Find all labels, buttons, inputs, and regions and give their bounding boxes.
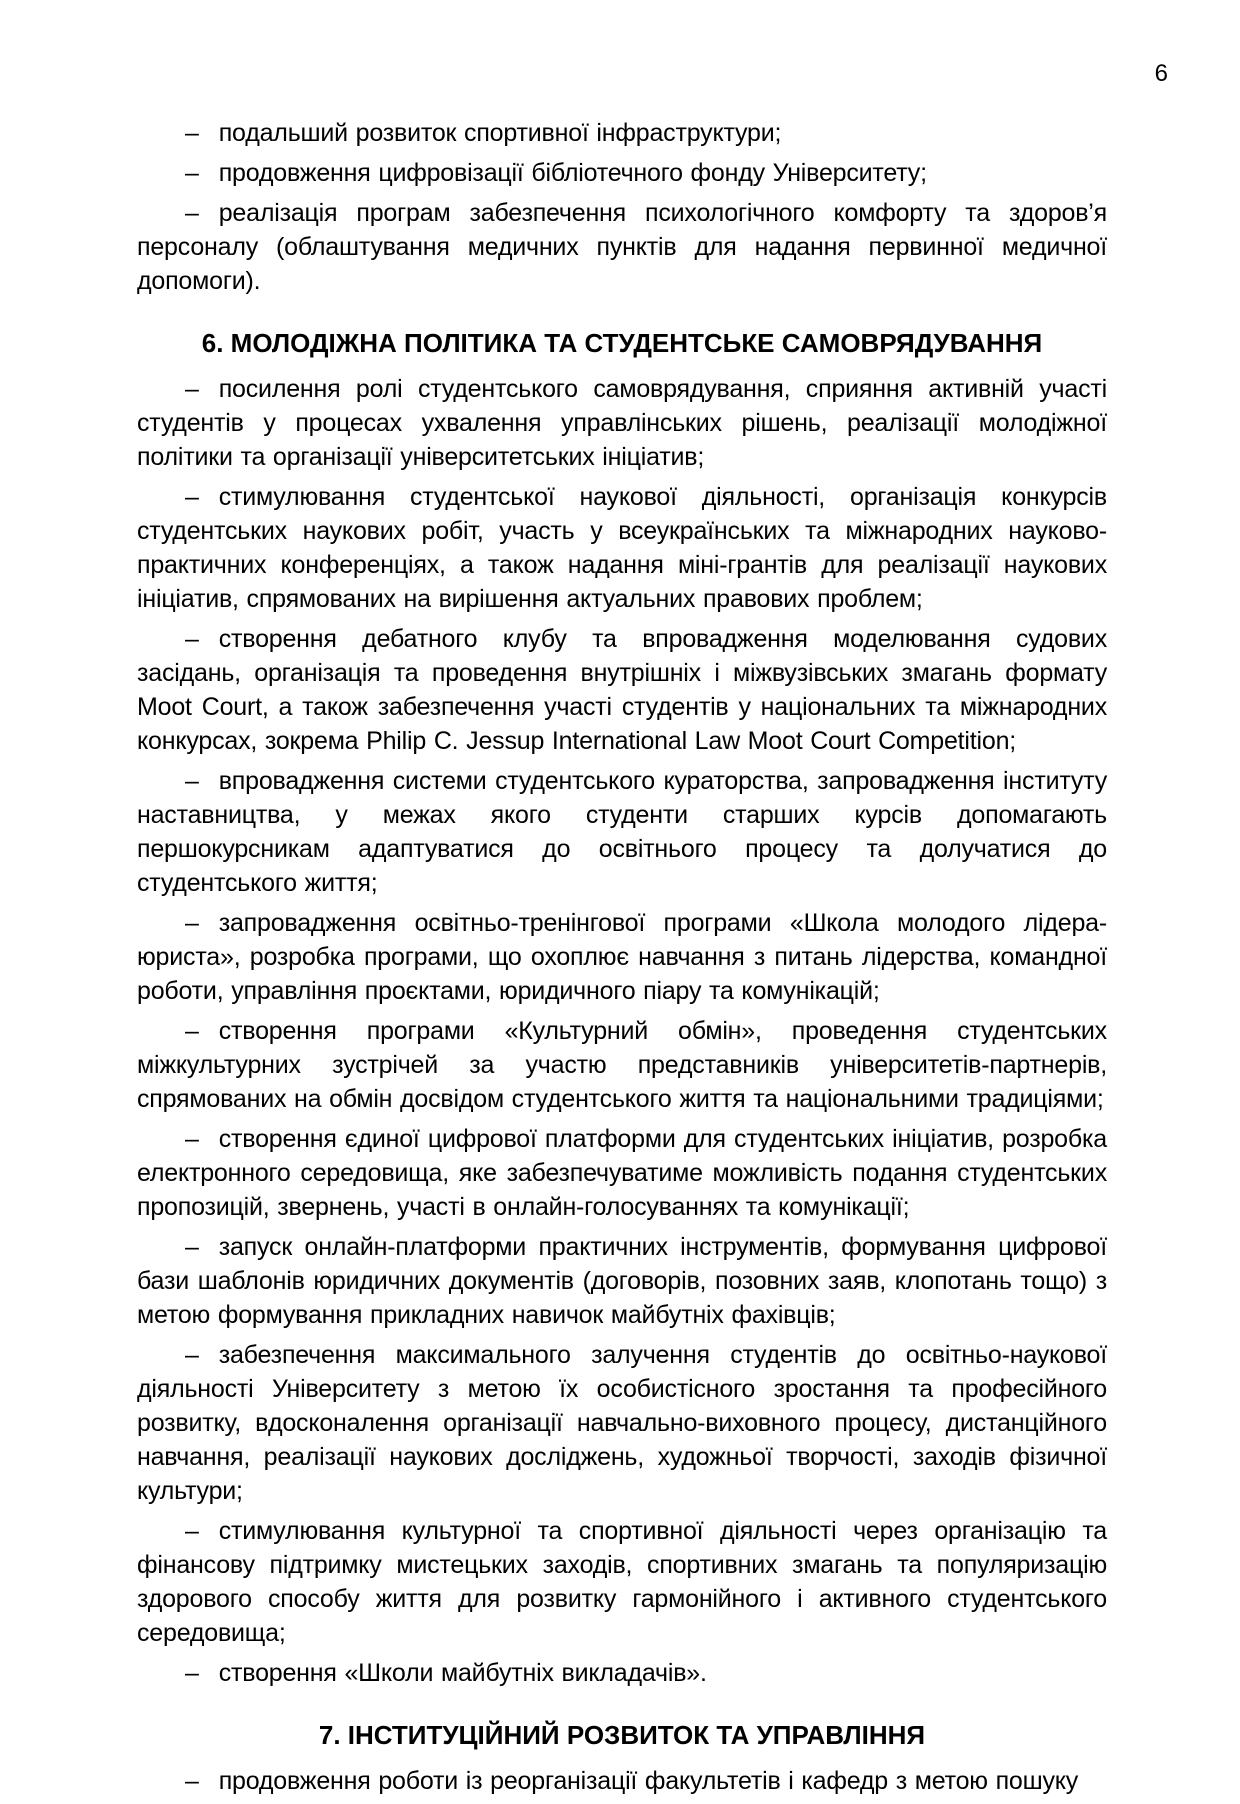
- section-heading: 6. МОЛОДІЖНА ПОЛІТИКА ТА СТУДЕНТСЬКЕ САМОВРЯДУВАННЯ: [201, 328, 1043, 358]
- list-item-dash: –: [185, 1517, 199, 1545]
- list-item-text: створення програми «Культурний обмін», проведення студентських міжкультурних зустрічей за участю представників університетів-партнерів, спрямованих на обмін досвідом студентського життя та національними традиціями;: [137, 1017, 1107, 1113]
- list-item: [137, 372, 1107, 474]
- list-item-text: запровадження освітньо-тренінгової програми «Школа молодого лідера-юриста», розробка програми, що охоплює навчання з питань лідерства, командної роботи, управління проєктами, юридичного піару та комунікацій;: [137, 909, 1107, 1005]
- list-item-text: реалізація програм забезпечення психологічного комфорту та здоров’я персоналу (облаштування медичних пунктів для надання первинної медичної допомоги).: [137, 199, 1107, 295]
- list-item: [137, 1764, 1107, 1798]
- list-item-text: створення єдиної цифрової платформи для студентських ініціатив, розробка електронного середовища, яке забезпечуватиме можливість подання студентських пропозицій, звернень, участі в онлайн-голосуваннях та комунікації;: [137, 1125, 1107, 1221]
- list-item: [137, 1514, 1107, 1650]
- list-item: [137, 156, 1107, 190]
- list-item-text: створення дебатного клубу та впровадження моделювання судових засідань, організація та проведення внутрішніх і міжвузівських змагань формату Moot Court, а також забезпечення участі студентів у національних та міжнародних конкурсах, зокрема Philip C. Jessup International Law Moot Court Competition;: [137, 625, 1107, 755]
- list-item-dash: –: [185, 483, 199, 511]
- section-heading: 7. ІНСТИТУЦІЙНИЙ РОЗВИТОК ТА УПРАВЛІННЯ: [318, 1720, 926, 1750]
- list-item-text: продовження цифровізації бібліотечного фонду Університету;: [218, 159, 927, 187]
- list-item: [137, 1122, 1107, 1224]
- list-item-text: посилення ролі студентського самоврядування, сприяння активній участі студентів у процесах ухвалення управлінських рішень, реалізації молодіжної політики та організації університетських ініціатив;: [137, 375, 1107, 471]
- list-item: [137, 480, 1107, 616]
- list-item-dash: –: [185, 119, 199, 147]
- list-item: [137, 764, 1107, 900]
- list-item: [137, 116, 1107, 150]
- list-item-dash: –: [185, 1659, 199, 1687]
- list-item-dash: –: [185, 1233, 199, 1261]
- list-item-text: стимулювання культурної та спортивної діяльності через організацію та фінансову підтримку мистецьких заходів, спортивних змагань та популяризацію здорового способу життя для розвитку гармонійного і активного студентського середовища;: [137, 1517, 1107, 1647]
- list-item-dash: –: [185, 909, 199, 937]
- list-item: [137, 1230, 1107, 1332]
- list-item-text: впровадження системи студентського кураторства, запровадження інституту наставництва, у межах якого студенти старших курсів допомагають першокурсникам адаптуватися до освітнього процесу та долучатися до студентського життя;: [137, 767, 1107, 897]
- list-item-text: запуск онлайн-платформи практичних інструментів, формування цифрової бази шаблонів юридичних документів (договорів, позовних заяв, клопотань тощо) з метою формування прикладних навичок майбутніх фахівців;: [137, 1233, 1107, 1329]
- list-item: [137, 906, 1107, 1008]
- list-item-dash: –: [185, 1341, 199, 1369]
- list-item-text: забезпечення максимального залучення студентів до освітньо-наукової діяльності Університету з метою їх особистісного зростання та професійного розвитку, вдосконалення організації навчально-виховного процесу, дистанційного навчання, реалізації наукових досліджень, художньої творчості, заходів фізичної культури;: [137, 1341, 1107, 1505]
- list-item-text: продовження роботи із реорганізації факультетів і кафедр з метою пошуку: [218, 1767, 1079, 1795]
- list-item-dash: –: [185, 159, 199, 187]
- list-item-text: подальший розвиток спортивної інфраструктури;: [218, 119, 782, 147]
- list-item-dash: –: [185, 1125, 199, 1153]
- list-item: [137, 1338, 1107, 1508]
- list-item-dash: –: [185, 625, 199, 653]
- list-item-dash: –: [185, 767, 199, 795]
- list-item: [137, 622, 1107, 758]
- list-item: [137, 1656, 1107, 1690]
- document-content: [137, 116, 1107, 1804]
- list-item-text: стимулювання студентської наукової діяльності, організація конкурсів студентських наукових робіт, участь у всеукраїнських та міжнародних науково-практичних конференціях, а також надання міні-грантів для реалізації наукових ініціатив, спрямованих на вирішення актуальних правових проблем;: [137, 483, 1107, 613]
- list-item: [137, 196, 1107, 298]
- list-item-dash: –: [185, 1017, 199, 1045]
- list-item-text: створення «Школи майбутніх викладачів».: [218, 1659, 707, 1687]
- page-number: 6: [1154, 60, 1168, 87]
- list-item: [137, 1014, 1107, 1116]
- list-item-dash: –: [185, 199, 199, 227]
- list-item-dash: –: [185, 375, 199, 403]
- list-item-dash: –: [185, 1767, 199, 1795]
